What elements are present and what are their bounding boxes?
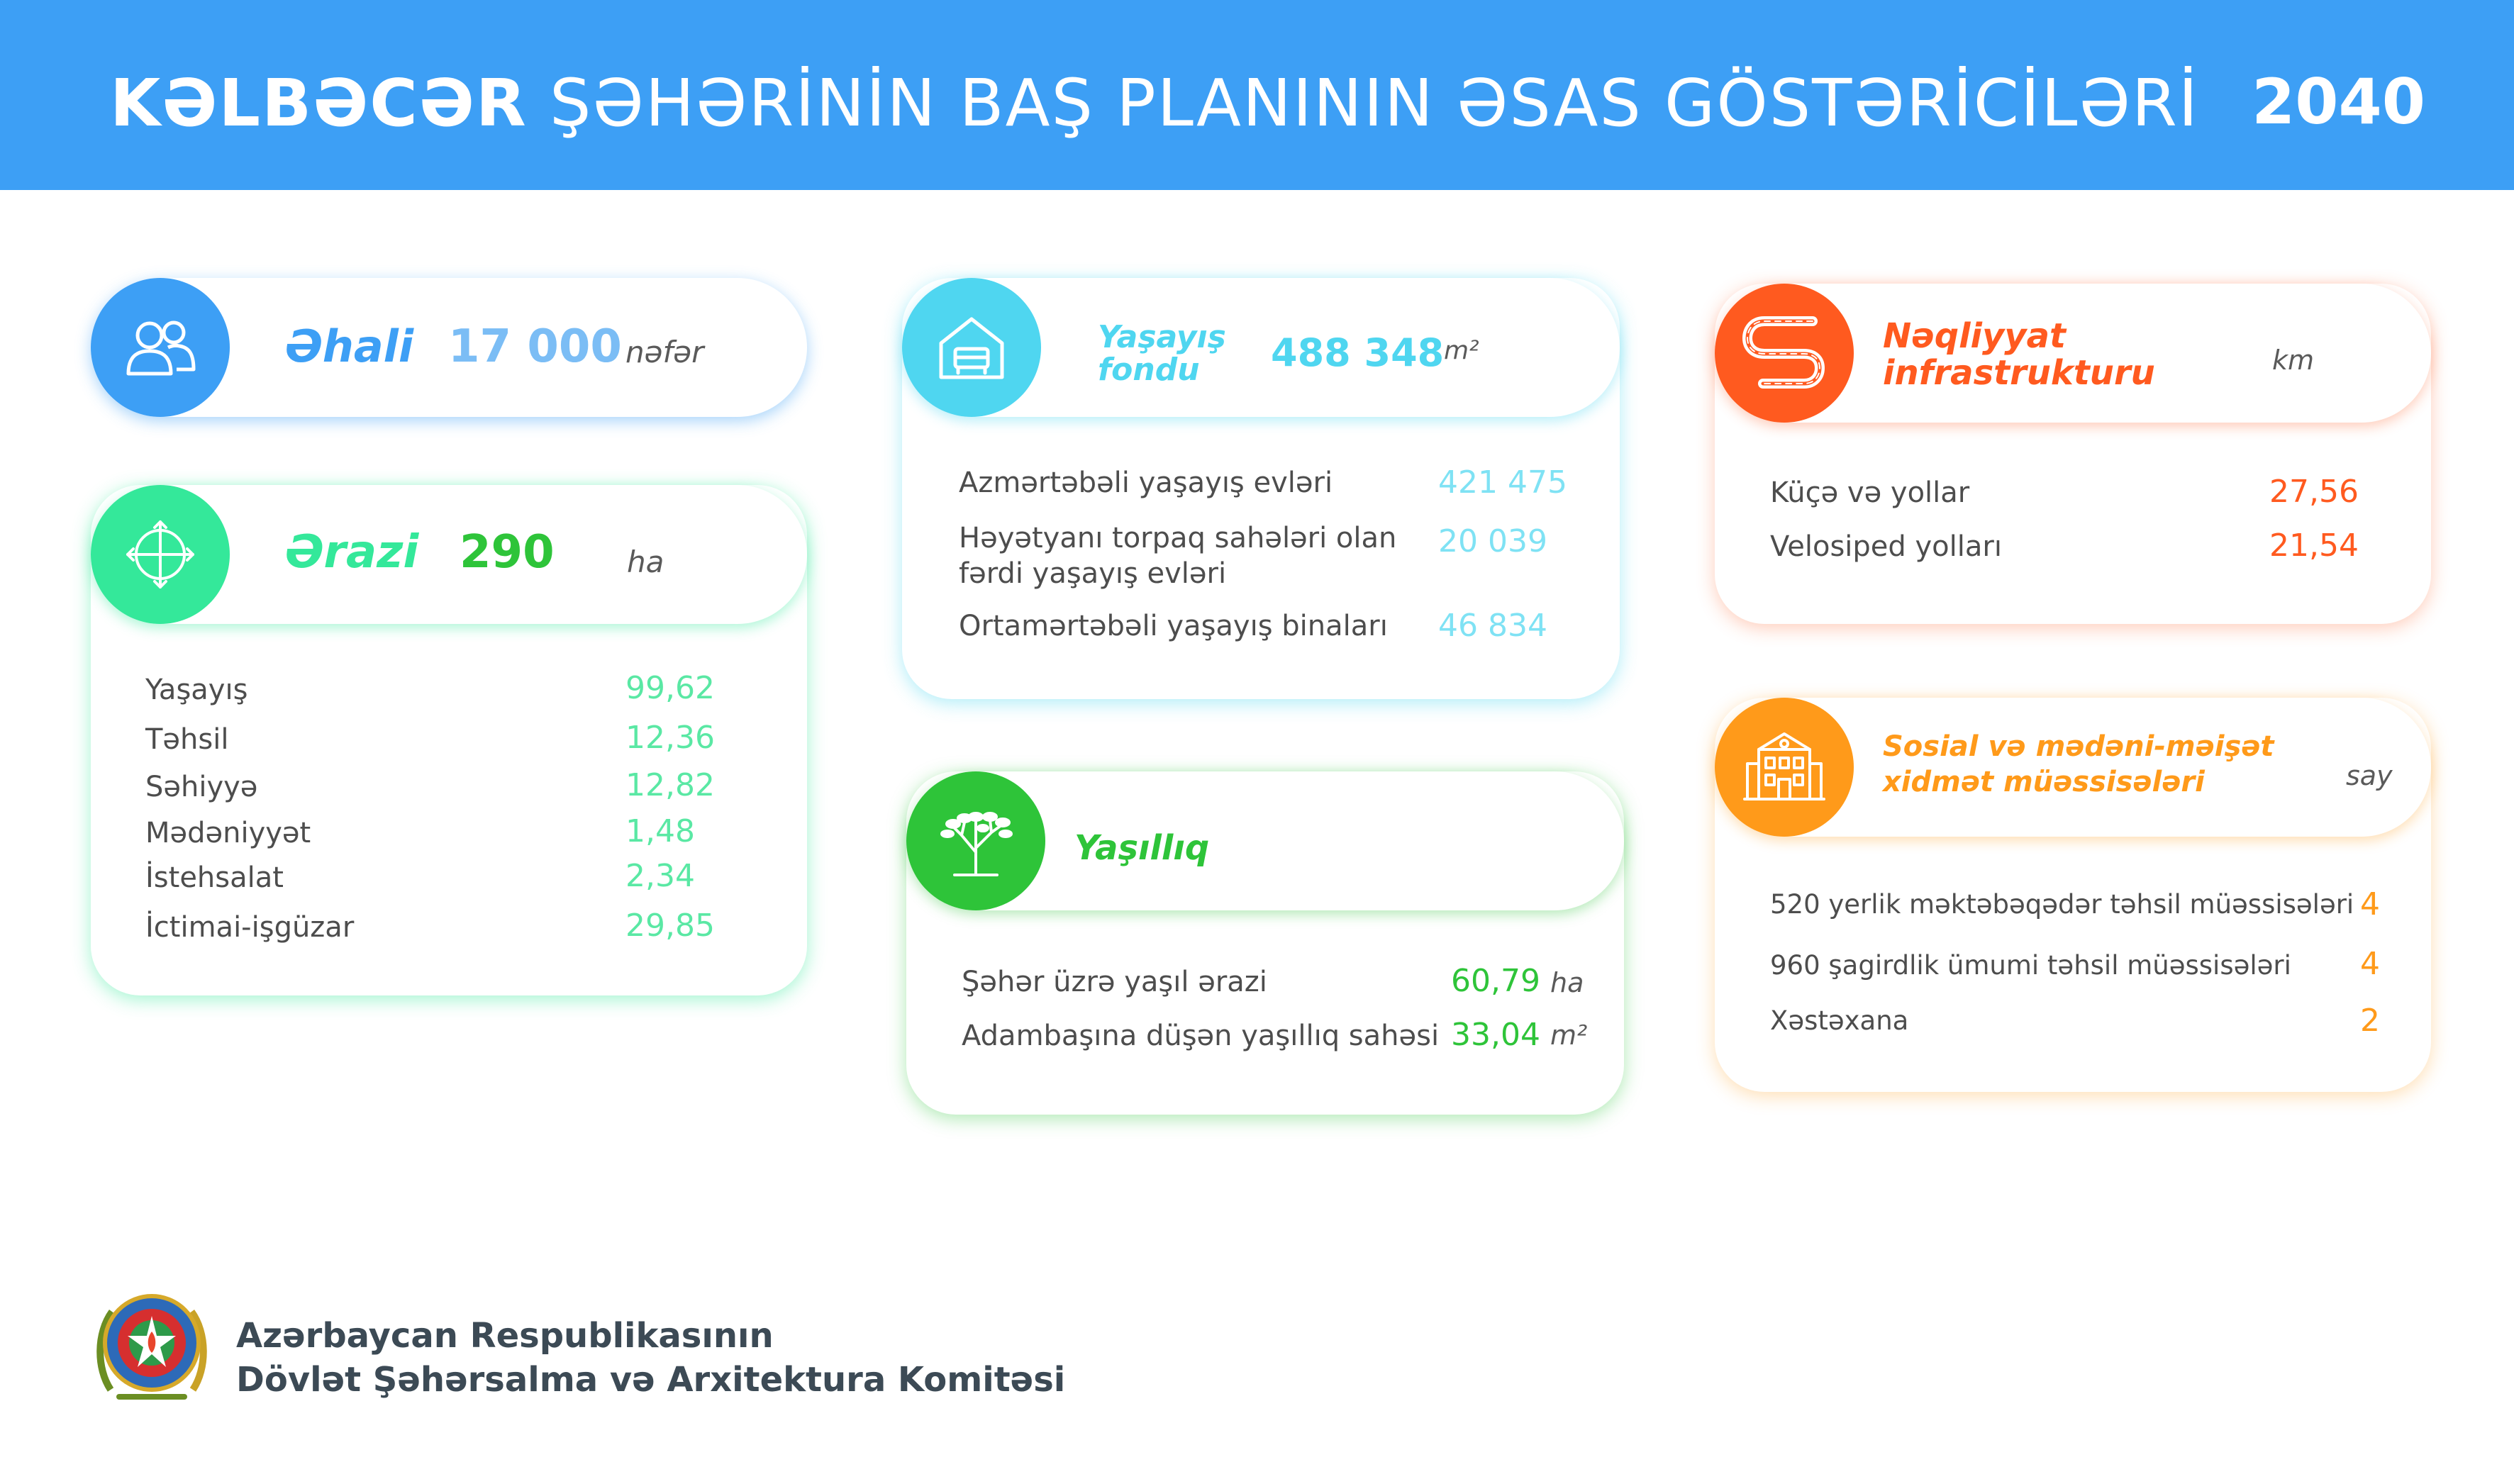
transport-label-line2: infrastrukturu: [1883, 353, 2155, 393]
area-row-label: İctimai-işgüzar: [145, 911, 355, 944]
housing-row-label: Azmərtəbəli yaşayış evləri: [959, 467, 1333, 499]
housing-value: 488 348: [1271, 330, 1445, 375]
school-building-icon: [1715, 698, 1854, 837]
social-row-value: 4: [2360, 886, 2380, 922]
page-title: [110, 65, 2199, 141]
housing-row-label: Ortamərtəbəli yaşayış binaları: [959, 610, 1388, 642]
header-banner: [0, 0, 2514, 190]
social-row-label: 520 yerlik məktəbəqədər təhsil müəssisələri: [1770, 889, 2354, 920]
transport-row-value: 21,54: [2269, 528, 2359, 564]
greenery-row-label: Adambaşına düşən yaşıllıq sahəsi: [962, 1020, 1440, 1052]
housing-unit: m²: [1444, 336, 1479, 365]
state-emblem-icon: [91, 1283, 213, 1411]
greenery-row-unit: m²: [1550, 1020, 1588, 1051]
housing-row-value: 46 834: [1438, 608, 1547, 644]
tree-icon: [906, 771, 1045, 910]
title-rest: ŞƏHƏRİNİN BAŞ PLANININ ƏSAS GÖSTƏRİCİLƏRİ: [550, 65, 2199, 141]
greenery-row-value: 33,04: [1451, 1017, 1540, 1053]
area-unit: ha: [627, 545, 664, 579]
area-row-value: 1,48: [625, 813, 695, 849]
area-row-label: Yaşayış: [145, 674, 248, 706]
area-row-value: 12,82: [625, 767, 715, 803]
transport-label-line1: Nəqliyyat: [1883, 316, 2066, 356]
area-row-value: 29,85: [625, 908, 715, 944]
social-row-value: 4: [2360, 946, 2380, 982]
housing-row-label-2: fərdi yaşayış evləri: [959, 557, 1227, 590]
transport-row-label: Küçə və yollar: [1770, 476, 1970, 509]
expand-arrows-icon: [91, 485, 230, 624]
committee-name-line1: Azərbaycan Respublikasının: [236, 1316, 774, 1356]
greenery-label: Yaşıllıq: [1074, 828, 1210, 868]
social-label-line2: xidmət müəssisələri: [1883, 766, 2205, 798]
transport-row-label: Velosiped yolları: [1770, 530, 2002, 563]
greenery-row-unit: ha: [1550, 967, 1584, 998]
social-label-line1: Sosial və mədəni-məişət: [1883, 730, 2274, 763]
area-row-value: 2,34: [625, 858, 695, 894]
area-value: 290: [460, 526, 555, 579]
road-icon: [1715, 284, 1854, 423]
social-row-value: 2: [2360, 1003, 2380, 1039]
area-row-value: 99,62: [625, 670, 715, 706]
housing-row-label: Həyətyanı torpaq sahələri olan: [959, 522, 1397, 554]
area-row-label: Səhiyyə: [145, 771, 258, 803]
title-city: KƏLBƏCƏR: [110, 65, 528, 141]
target-year: 2040: [2252, 65, 2425, 138]
area-row-value: 12,36: [625, 720, 715, 756]
population-unit: nəfər: [625, 335, 704, 369]
greenery-row-label: Şəhər üzrə yaşıl ərazi: [962, 966, 1267, 998]
area-row-label: Mədəniyyət: [145, 817, 311, 849]
area-row-label: Təhsil: [145, 723, 229, 756]
social-unit: say: [2346, 760, 2393, 791]
population-value: 17 000: [448, 320, 622, 373]
social-row-label: 960 şagirdlik ümumi təhsil müəssisələri: [1770, 950, 2291, 981]
housing-label-line1: Yaşayış: [1098, 319, 1226, 355]
population-label: Əhali: [285, 320, 414, 372]
house-icon: [902, 278, 1041, 417]
social-row-label: Xəstəxana: [1770, 1005, 1909, 1036]
transport-unit: km: [2272, 345, 2315, 376]
greenery-row-value: 60,79: [1451, 963, 1540, 999]
committee-name-line2: Dövlət Şəhərsalma və Arxitektura Komitəsi: [236, 1360, 1066, 1400]
area-label: Ərazi: [285, 526, 419, 579]
area-row-label: İstehsalat: [145, 861, 284, 894]
housing-label-line2: fondu: [1098, 352, 1200, 388]
transport-row-value: 27,56: [2269, 474, 2359, 510]
housing-row-value: 421 475: [1438, 464, 1567, 501]
housing-row-value: 20 039: [1438, 523, 1547, 559]
people-icon: [91, 278, 230, 417]
